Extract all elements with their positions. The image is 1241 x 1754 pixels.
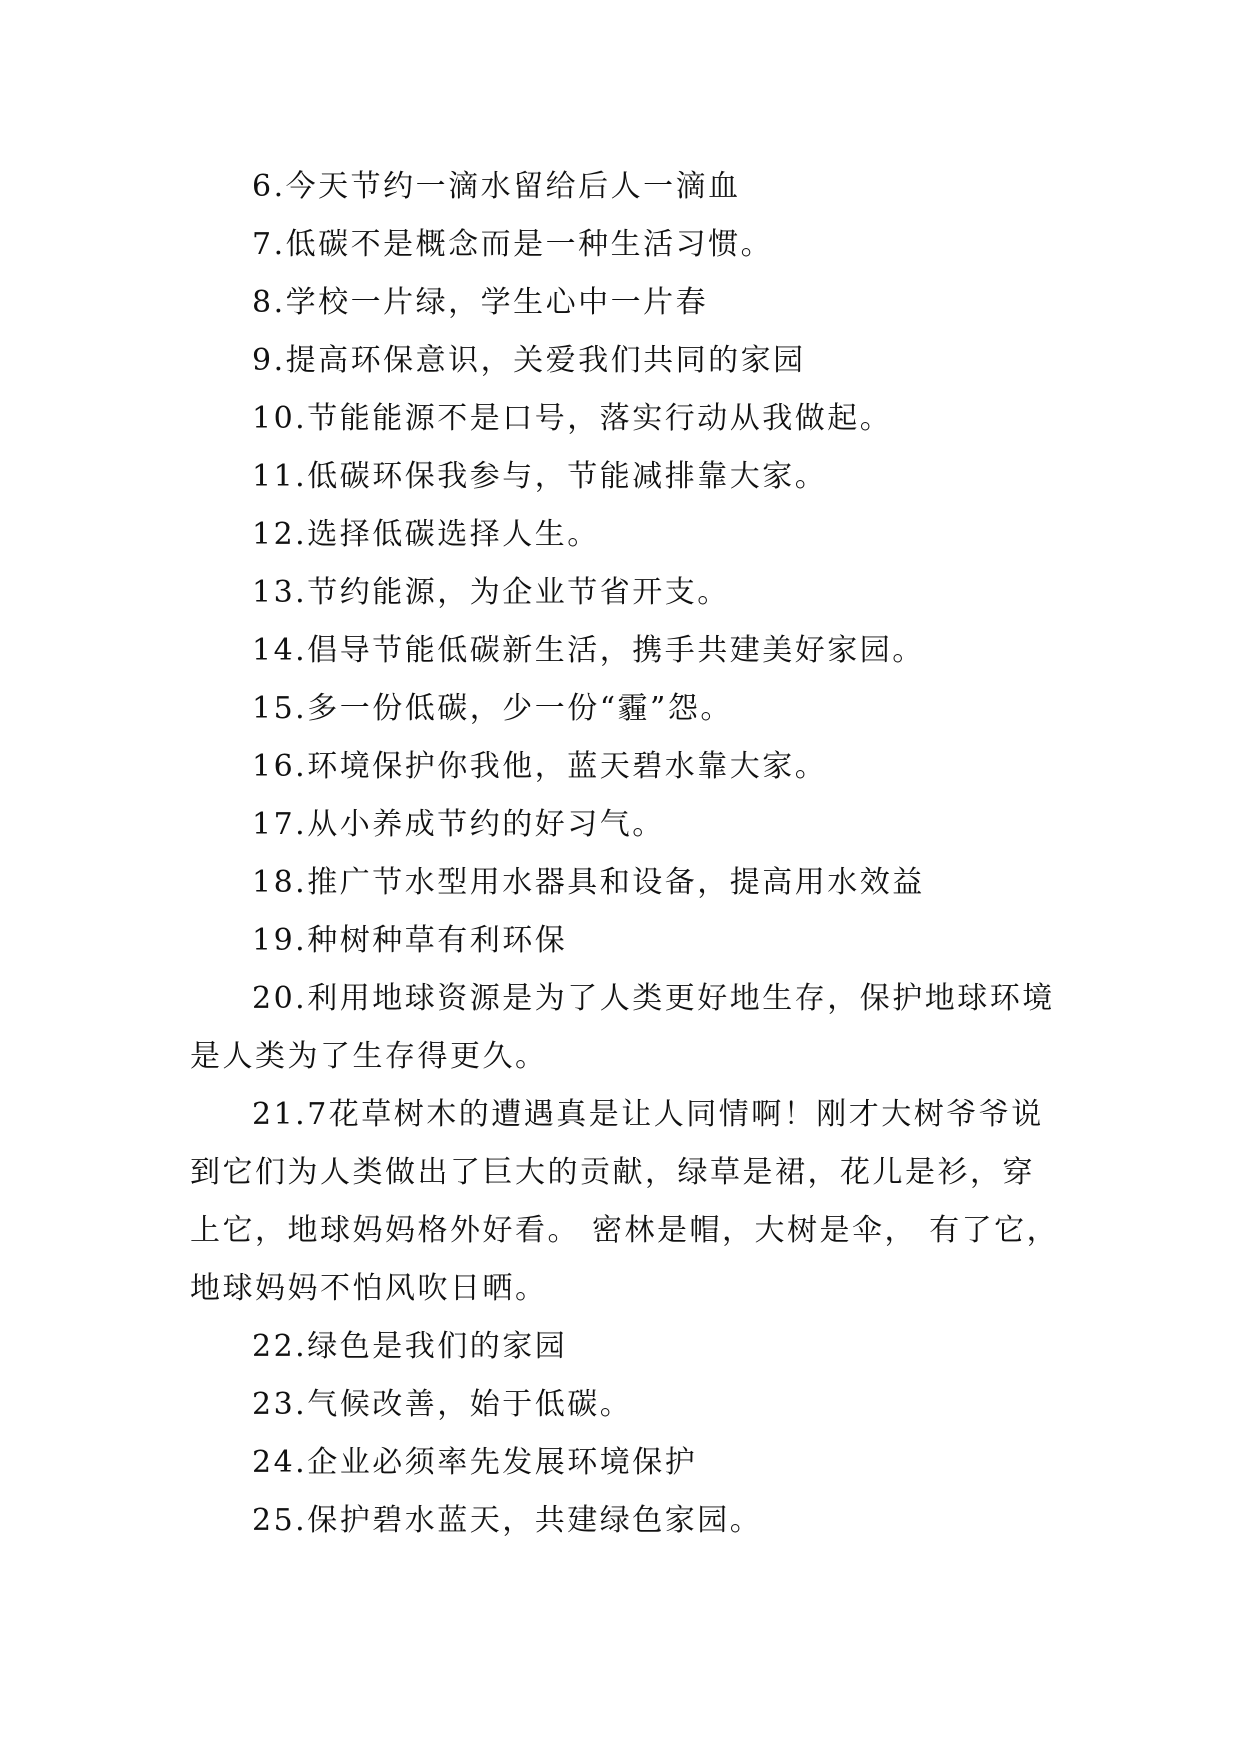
list-item: 18.推广节水型用水器具和设备，提高用水效益 — [252, 865, 925, 900]
document-body — [190, 158, 1060, 1550]
list-item: 10.节能能源不是口号，落实行动从我做起。 — [252, 401, 893, 436]
list-item: 12.选择低碳选择人生。 — [252, 517, 600, 552]
list-item: 11.低碳环保我参与，节能减排靠大家。 — [252, 459, 828, 494]
list-item: 8.学校一片绿，学生心中一片春 — [252, 285, 709, 320]
list-item: 9.提高环保意识，关爱我们共同的家园 — [252, 343, 806, 378]
list-item: 7.低碳不是概念而是一种生活习惯。 — [252, 227, 774, 262]
list-item: 20.利用地球资源是为了人类更好地生存，保护地球环境是人类为了生存得更久。 — [190, 981, 1055, 1074]
list-item: 24.企业必须率先发展环境保护 — [252, 1445, 698, 1480]
list-item: 17.从小养成节约的好习气。 — [252, 807, 665, 842]
list-item: 22.绿色是我们的家园 — [252, 1329, 568, 1364]
list-item: 6.今天节约一滴水留给后人一滴血 — [252, 169, 741, 204]
list-item: 14.倡导节能低碳新生活，携手共建美好家园。 — [252, 633, 925, 668]
list-item: 13.节约能源，为企业节省开支。 — [252, 575, 730, 610]
list-item: 21.7花草树木的遭遇真是让人同情啊！刚才大树爷爷说到它们为人类做出了巨大的贡献，绿草是裙，花儿是衫，穿上它，地球妈妈格外好看。 密林是帽，大树是伞， 有了它，地球妈妈不怕风吹日晒。 — [190, 1097, 1060, 1306]
list-item: 15.多一份低碳，少一份“霾”怨。 — [252, 691, 733, 726]
list-item: 25.保护碧水蓝天，共建绿色家园。 — [252, 1503, 763, 1538]
list-item: 19.种树种草有利环保 — [252, 923, 568, 958]
list-item: 16.环境保护你我他，蓝天碧水靠大家。 — [252, 749, 828, 784]
list-item: 23.气候改善，始于低碳。 — [252, 1387, 633, 1422]
